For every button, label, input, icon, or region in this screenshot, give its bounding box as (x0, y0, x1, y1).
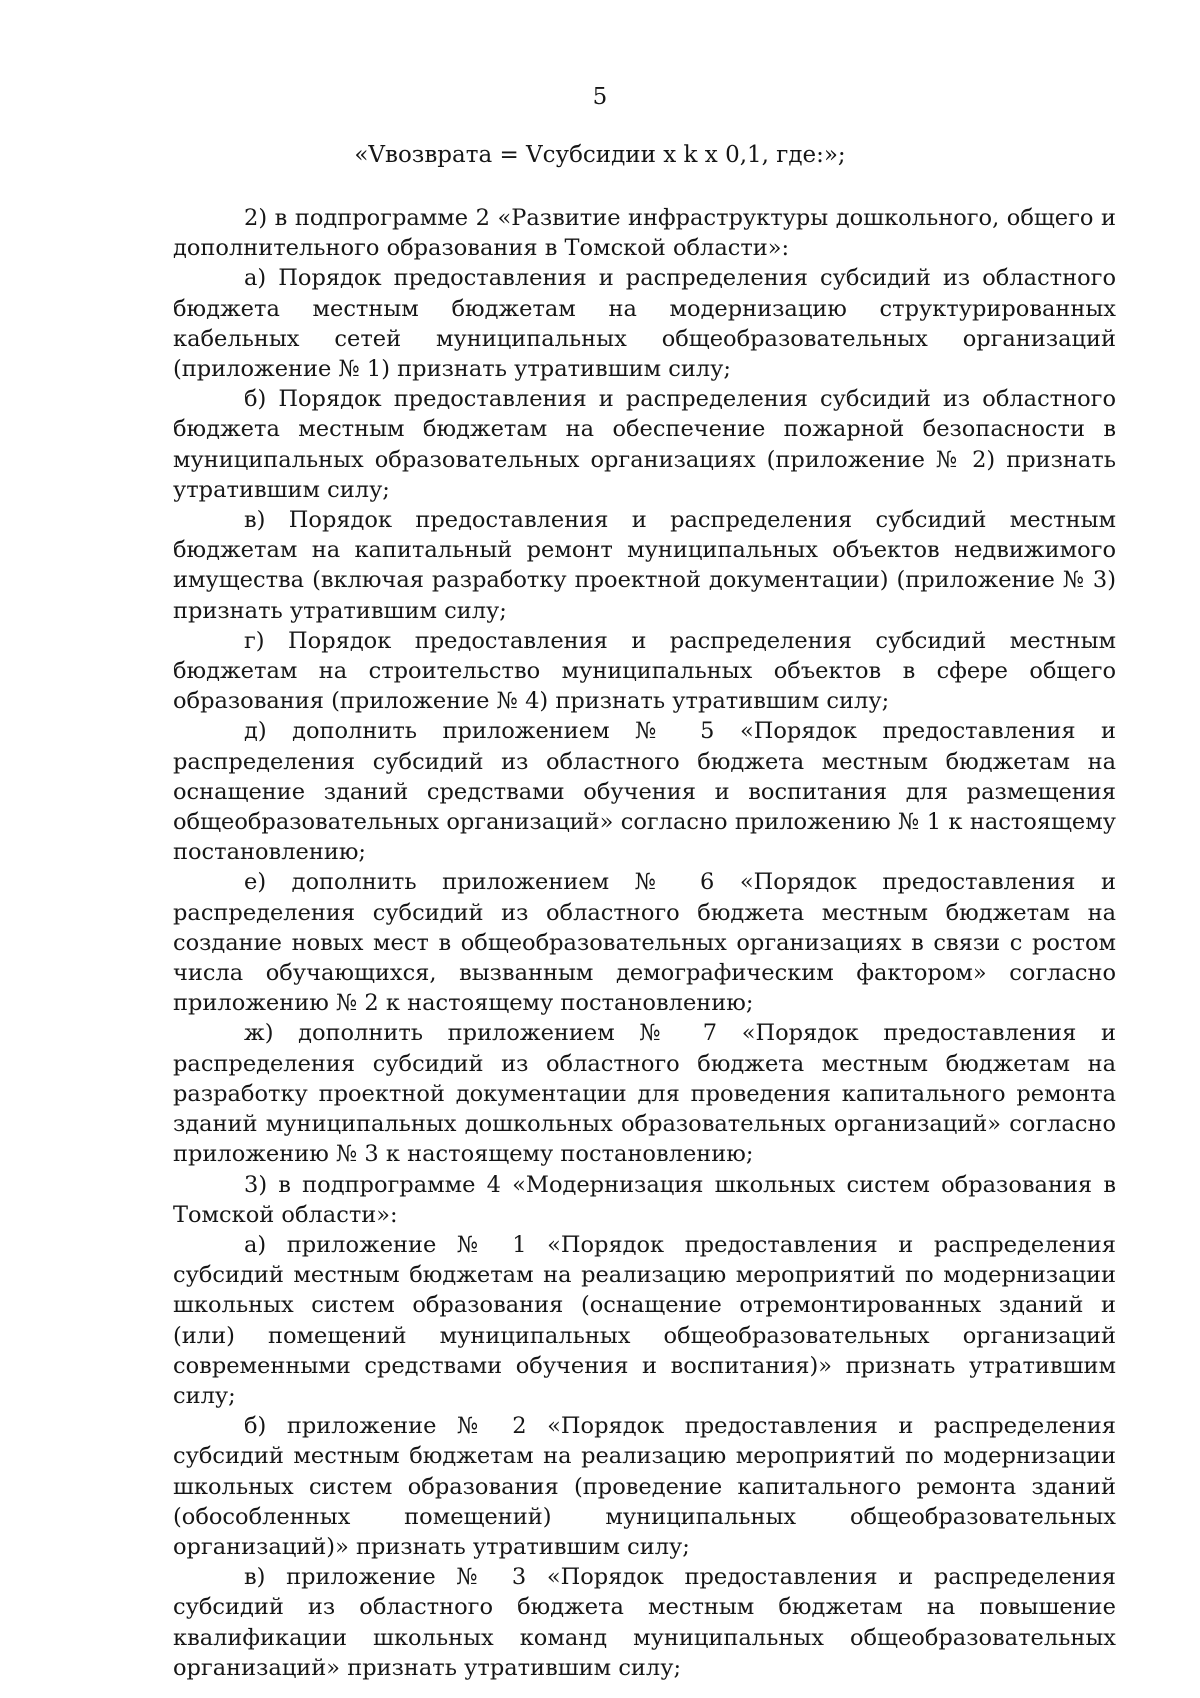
paragraph-sub4-item-v: в) приложение № 3 «Порядок предоставления и распределения субсидий из областного бюджета местным бюджетам на повышение квалификации школьных команд муниципальных общеобразовательных организаций» признать утратившим силу; (173, 1564, 1116, 1681)
page-number: 5 (592, 84, 608, 110)
paragraph-item-d: д) дополнить приложением № 5 «Порядок предоставления и распределения субсидий из областного бюджета местным бюджетам на оснащение зданий средствами обучения и воспитания для размещения общеобразовательных организаций» согласно приложению № 1 к настоящему постановлению; (173, 718, 1116, 866)
paragraph-item-g: г) Порядок предоставления и распределения субсидий местным бюджетам на строительство муниципальных объектов в сфере общего образования (приложение № 4) признать утратившим силу; (173, 627, 1116, 715)
paragraph-sub4-item-a: а) приложение № 1 «Порядок предоставления и распределения субсидий местным бюджетам на реализацию мероприятий по модернизации школьных систем образования (оснащение отремонтированных зданий и (или) помещений муниципальных общеобразовательных организаций современными средствами обучения и воспитания)» признать утратившим силу; (173, 1231, 1116, 1409)
paragraph-subprogram-2: 2) в подпрограмме 2 «Развитие инфраструктуры дошкольного, общего и дополнительного образования в Томской области»: (173, 205, 1116, 262)
document-body (173, 203, 1116, 1683)
paragraph-sub4-item-b: б) приложение № 2 «Порядок предоставления и распределения субсидий местным бюджетам на реализацию мероприятий по модернизации школьных систем образования (проведение капитального ремонта зданий (обособленных помещений) муниципальных общеобразовательных организаций)» признать утратившим силу; (173, 1413, 1116, 1560)
formula-line: «Vвозврата = Vсубсидии x k x 0,1, где:»; (354, 142, 846, 168)
paragraph-item-b: б) Порядок предоставления и распределения субсидий из областного бюджета местным бюджетам на обеспечение пожарной безопасности в муниципальных образовательных организациях (приложение № 2) признать утратившим силу; (173, 386, 1116, 503)
paragraph-item-v: в) Порядок предоставления и распределения субсидий местным бюджетам на капитальный ремонт муниципальных объектов недвижимого имущества (включая разработку проектной документации) (приложение № 3) признать утратившим силу; (173, 507, 1116, 624)
paragraph-item-zh: ж) дополнить приложением № 7 «Порядок предоставления и распределения субсидий из областного бюджета местным бюджетам на разработку проектной документации для проведения капитального ремонта зданий муниципальных дошкольных образовательных организаций» согласно приложению № 3 к настоящему постановлению; (173, 1020, 1116, 1168)
paragraph-item-e: е) дополнить приложением № 6 «Порядок предоставления и распределения субсидий из областного бюджета местным бюджетам на создание новых мест в общеобразовательных организациях в связи с ростом числа обучающихся, вызванным демографическим фактором» согласно приложению № 2 к настоящему постановлению; (173, 869, 1116, 1017)
paragraph-subprogram-4: 3) в подпрограмме 4 «Модернизация школьных систем образования в Томской области»: (173, 1171, 1116, 1228)
paragraph-item-a: а) Порядок предоставления и распределения субсидий из областного бюджета местным бюджетам на модернизацию структурированных кабельных сетей муниципальных общеобразовательных организаций (приложение № 1) признать утратившим силу; (173, 265, 1116, 383)
